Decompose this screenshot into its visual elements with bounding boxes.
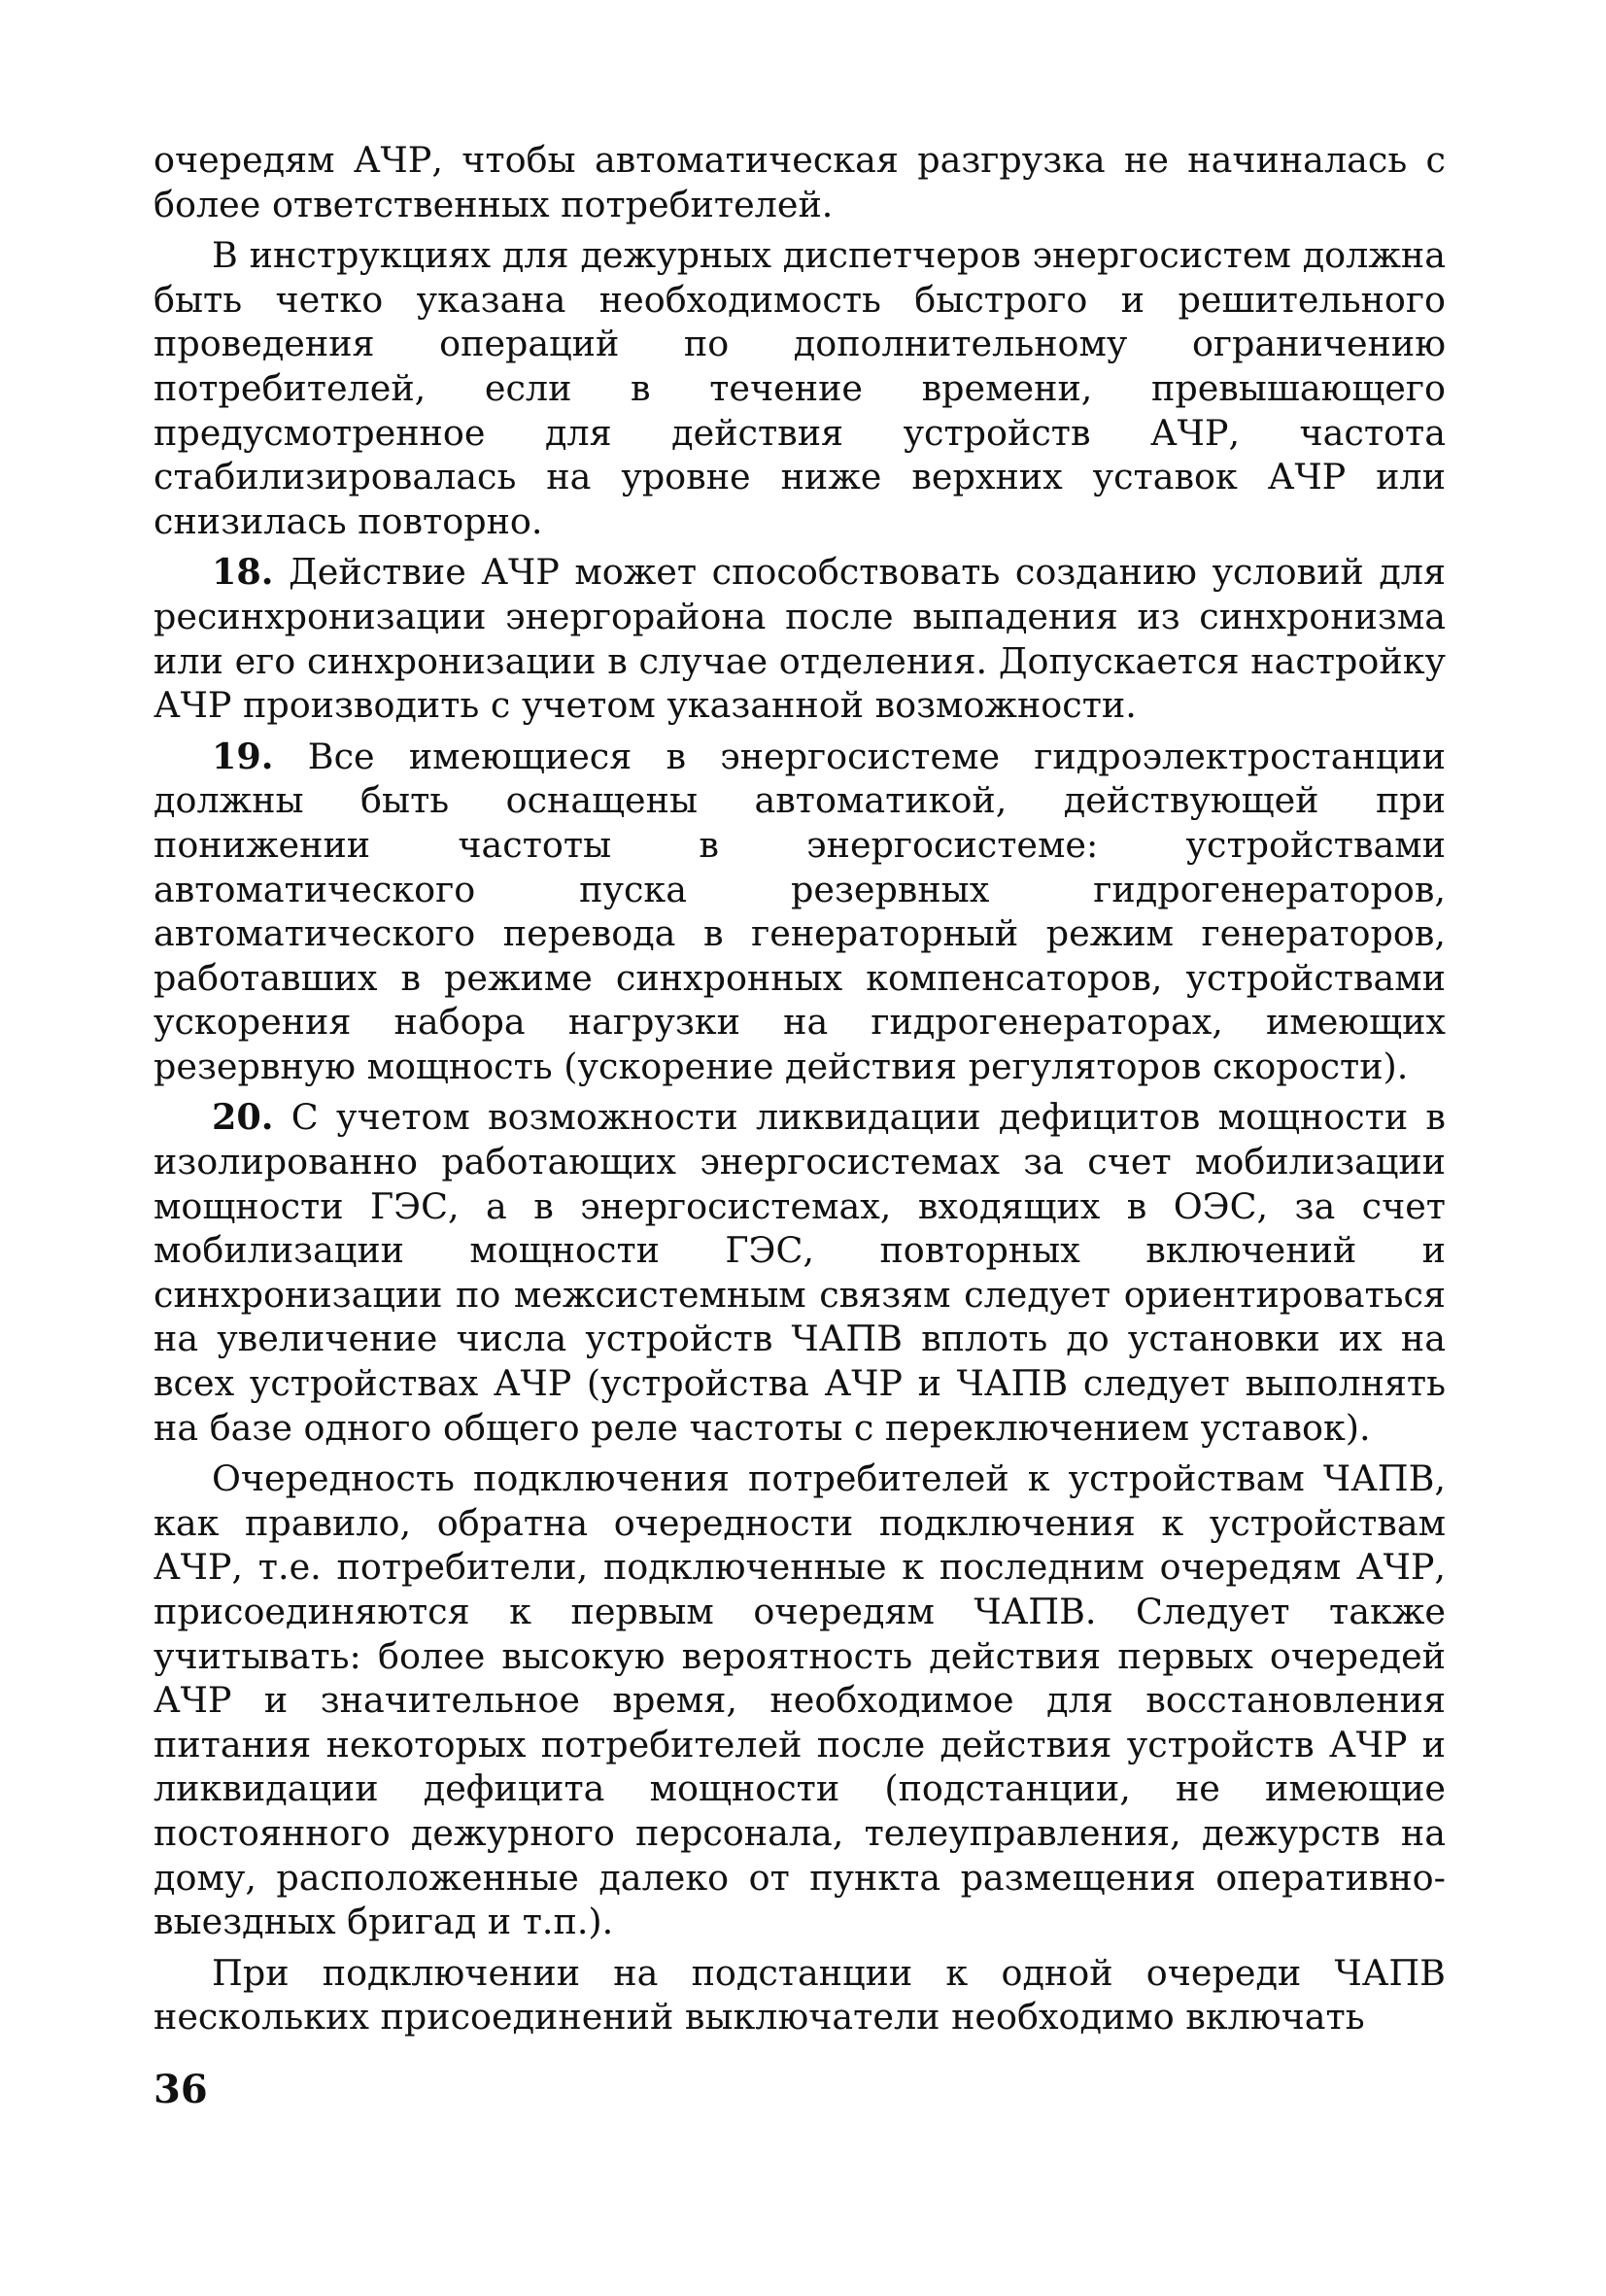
paragraph-item-18: [154, 550, 1446, 727]
paragraph-item-20: [154, 1095, 1446, 1450]
item-number: 19.: [212, 735, 274, 777]
paragraph-text: Все имеющиеся в энергосистеме гидроэлектростанции должны быть оснащены автоматикой, действующей при понижении частоты в энергосистеме: устройствами автоматического пуска резервных гидрогенераторов, автоматического перевода в генераторный режим генераторов, работавших в режиме синхронных компенсаторов, устройствами ускорения набора нагрузки на гидрогенераторах, имеющих резервную мощность (ускорение действия регуляторов скорости).: [154, 735, 1446, 1087]
paragraph-chapv-order: [154, 1456, 1446, 1944]
paragraph-chapv-connection: [154, 1951, 1446, 2039]
item-number: 18.: [212, 551, 274, 594]
paragraph-text: При подключении на подстанции к одной очереди ЧАПВ нескольких присоединений выключатели необходимо включать: [154, 1951, 1446, 2039]
paragraph-continuation: [154, 138, 1446, 226]
item-number: 20.: [212, 1096, 274, 1139]
paragraph-text: Действие АЧР может способствовать созданию условий для ресинхронизации энергорайона после выпадения из синхронизма или его синхронизации в случае отделения. Допускается настройку АЧР производить с учетом указанной возможности.: [154, 551, 1447, 727]
paragraph-item-19: [154, 735, 1446, 1089]
paragraph-dispatcher-instructions: [154, 233, 1446, 543]
paragraph-text: очередям АЧР, чтобы автоматическая разгрузка не начиналась с более ответственных потребителей.: [154, 139, 1446, 225]
paragraph-text: С учетом возможности ликвидации дефицитов мощности в изолированно работающих энергосистемах за счет мобилизации мощности ГЭС, а в энергосистемах, входящих в ОЭС, за счет мобилизации мощности ГЭС, повторных включений и синхронизации по межсистемным связям следует ориентироваться на увеличение числа устройств ЧАПВ вплоть до установки их на всех устройствах АЧР (устройства АЧР и ЧАПВ следует выполнять на базе одного общего реле частоты с переключением уставок).: [154, 1096, 1446, 1449]
paragraph-text: В инструкциях для дежурных диспетчеров энергосистем должна быть четко указана необходимость быстрого и решительного проведения операций по дополнительному ограничению потребителей, если в течение времени, превышающего предусмотренное для действия устройств АЧР, частота стабилизировалась на уровне ниже верхних уставок АЧР или снизилась повторно.: [154, 234, 1446, 542]
page-number: 36: [154, 2067, 208, 2112]
page-body: [154, 138, 1446, 2276]
paragraph-text: Очередность подключения потребителей к устройствам ЧАПВ, как правило, обратна очередности подключения к устройствам АЧР, т.е. потребители, подключенные к последним очередям АЧР, присоединяются к первым очередям ЧАПВ. Следует также учитывать: более высокую вероятность действия первых очередей АЧР и значительное время, необходимое для восстановления питания некоторых потребителей после действия устройств АЧР и ликвидации дефицита мощности (подстанции, не имеющие постоянного дежурного персонала, телеуправления, дежурств на дому, расположенные далеко от пункта размещения оперативно-выездных бригад и т.п.).: [154, 1457, 1446, 1943]
